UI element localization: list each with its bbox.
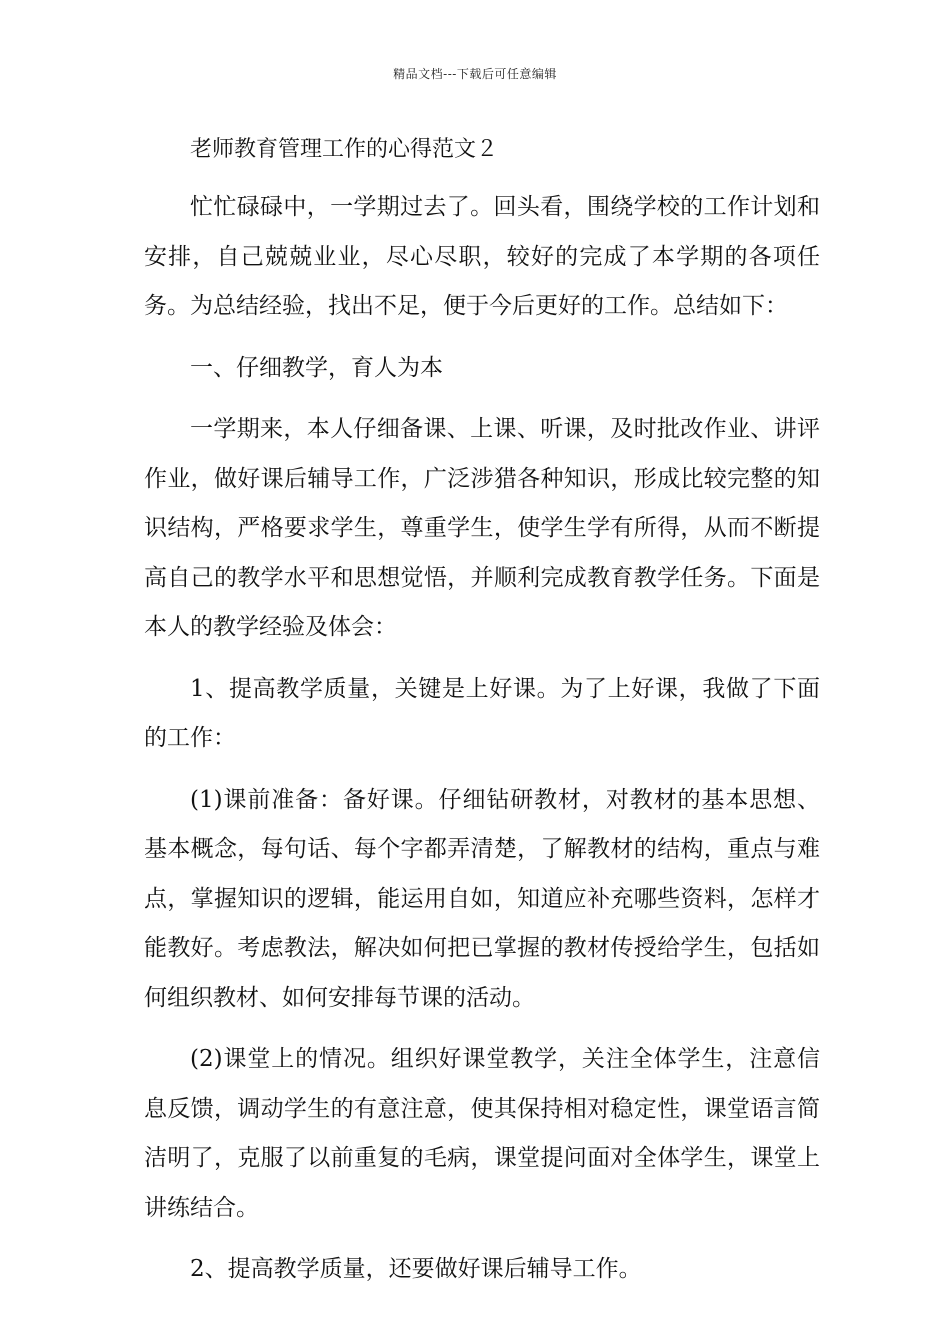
paragraph-subpoint-1: (1)课前准备：备好课。仔细钻研教材，对教材的基本思想、基本概念，每句话、每个字都弄清楚，了解教材的结构，重点与难点，掌握知识的逻辑，能运用自如，知道应补充哪些资料，怎样才能教好。考虑教法，解决如何把已掌握的教材传授给学生，包括如何组织教材、如何安排每节课的活动。: [144, 786, 820, 1011]
paragraph-intro: 忙忙碌碌中，一学期过去了。回头看，围绕学校的工作计划和安排，自己兢兢业业，尽心尽职，较好的完成了本学期的各项任务。为总结经验，找出不足，便于今后更好的工作。总结如下：: [144, 194, 820, 319]
paragraph-teaching: 一学期来，本人仔细备课、上课、听课，及时批改作业、讲评作业，做好课后辅导工作，广泛涉猎各种知识，形成比较完整的知识结构，严格要求学生，尊重学生，使学生学有所得，从而不断提高自己的教学水平和思想觉悟，并顺利完成教育教学任务。下面是本人的教学经验及体会：: [144, 416, 820, 640]
paragraph-subpoint-2: (2)课堂上的情况。组织好课堂教学，关注全体学生，注意信息反馈，调动学生的有意注意，使其保持相对稳定性，课堂语言简洁明了，克服了以前重复的毛病，课堂提问面对全体学生，课堂上讲练结合。: [144, 1046, 820, 1221]
paragraph-point-2: 2、提高教学质量，还要做好课后辅导工作。: [190, 1256, 642, 1282]
document-title: 老师教育管理工作的心得范文２: [190, 137, 499, 162]
section-heading-1: 一、仔细教学，育人为本: [190, 354, 443, 381]
paragraph-point-1: 1、提高教学质量，关键是上好课。为了上好课，我做了下面的工作：: [144, 675, 820, 751]
document-body: [144, 133, 820, 1307]
page-header: 精品文档---下载后可任意编辑: [393, 67, 557, 81]
